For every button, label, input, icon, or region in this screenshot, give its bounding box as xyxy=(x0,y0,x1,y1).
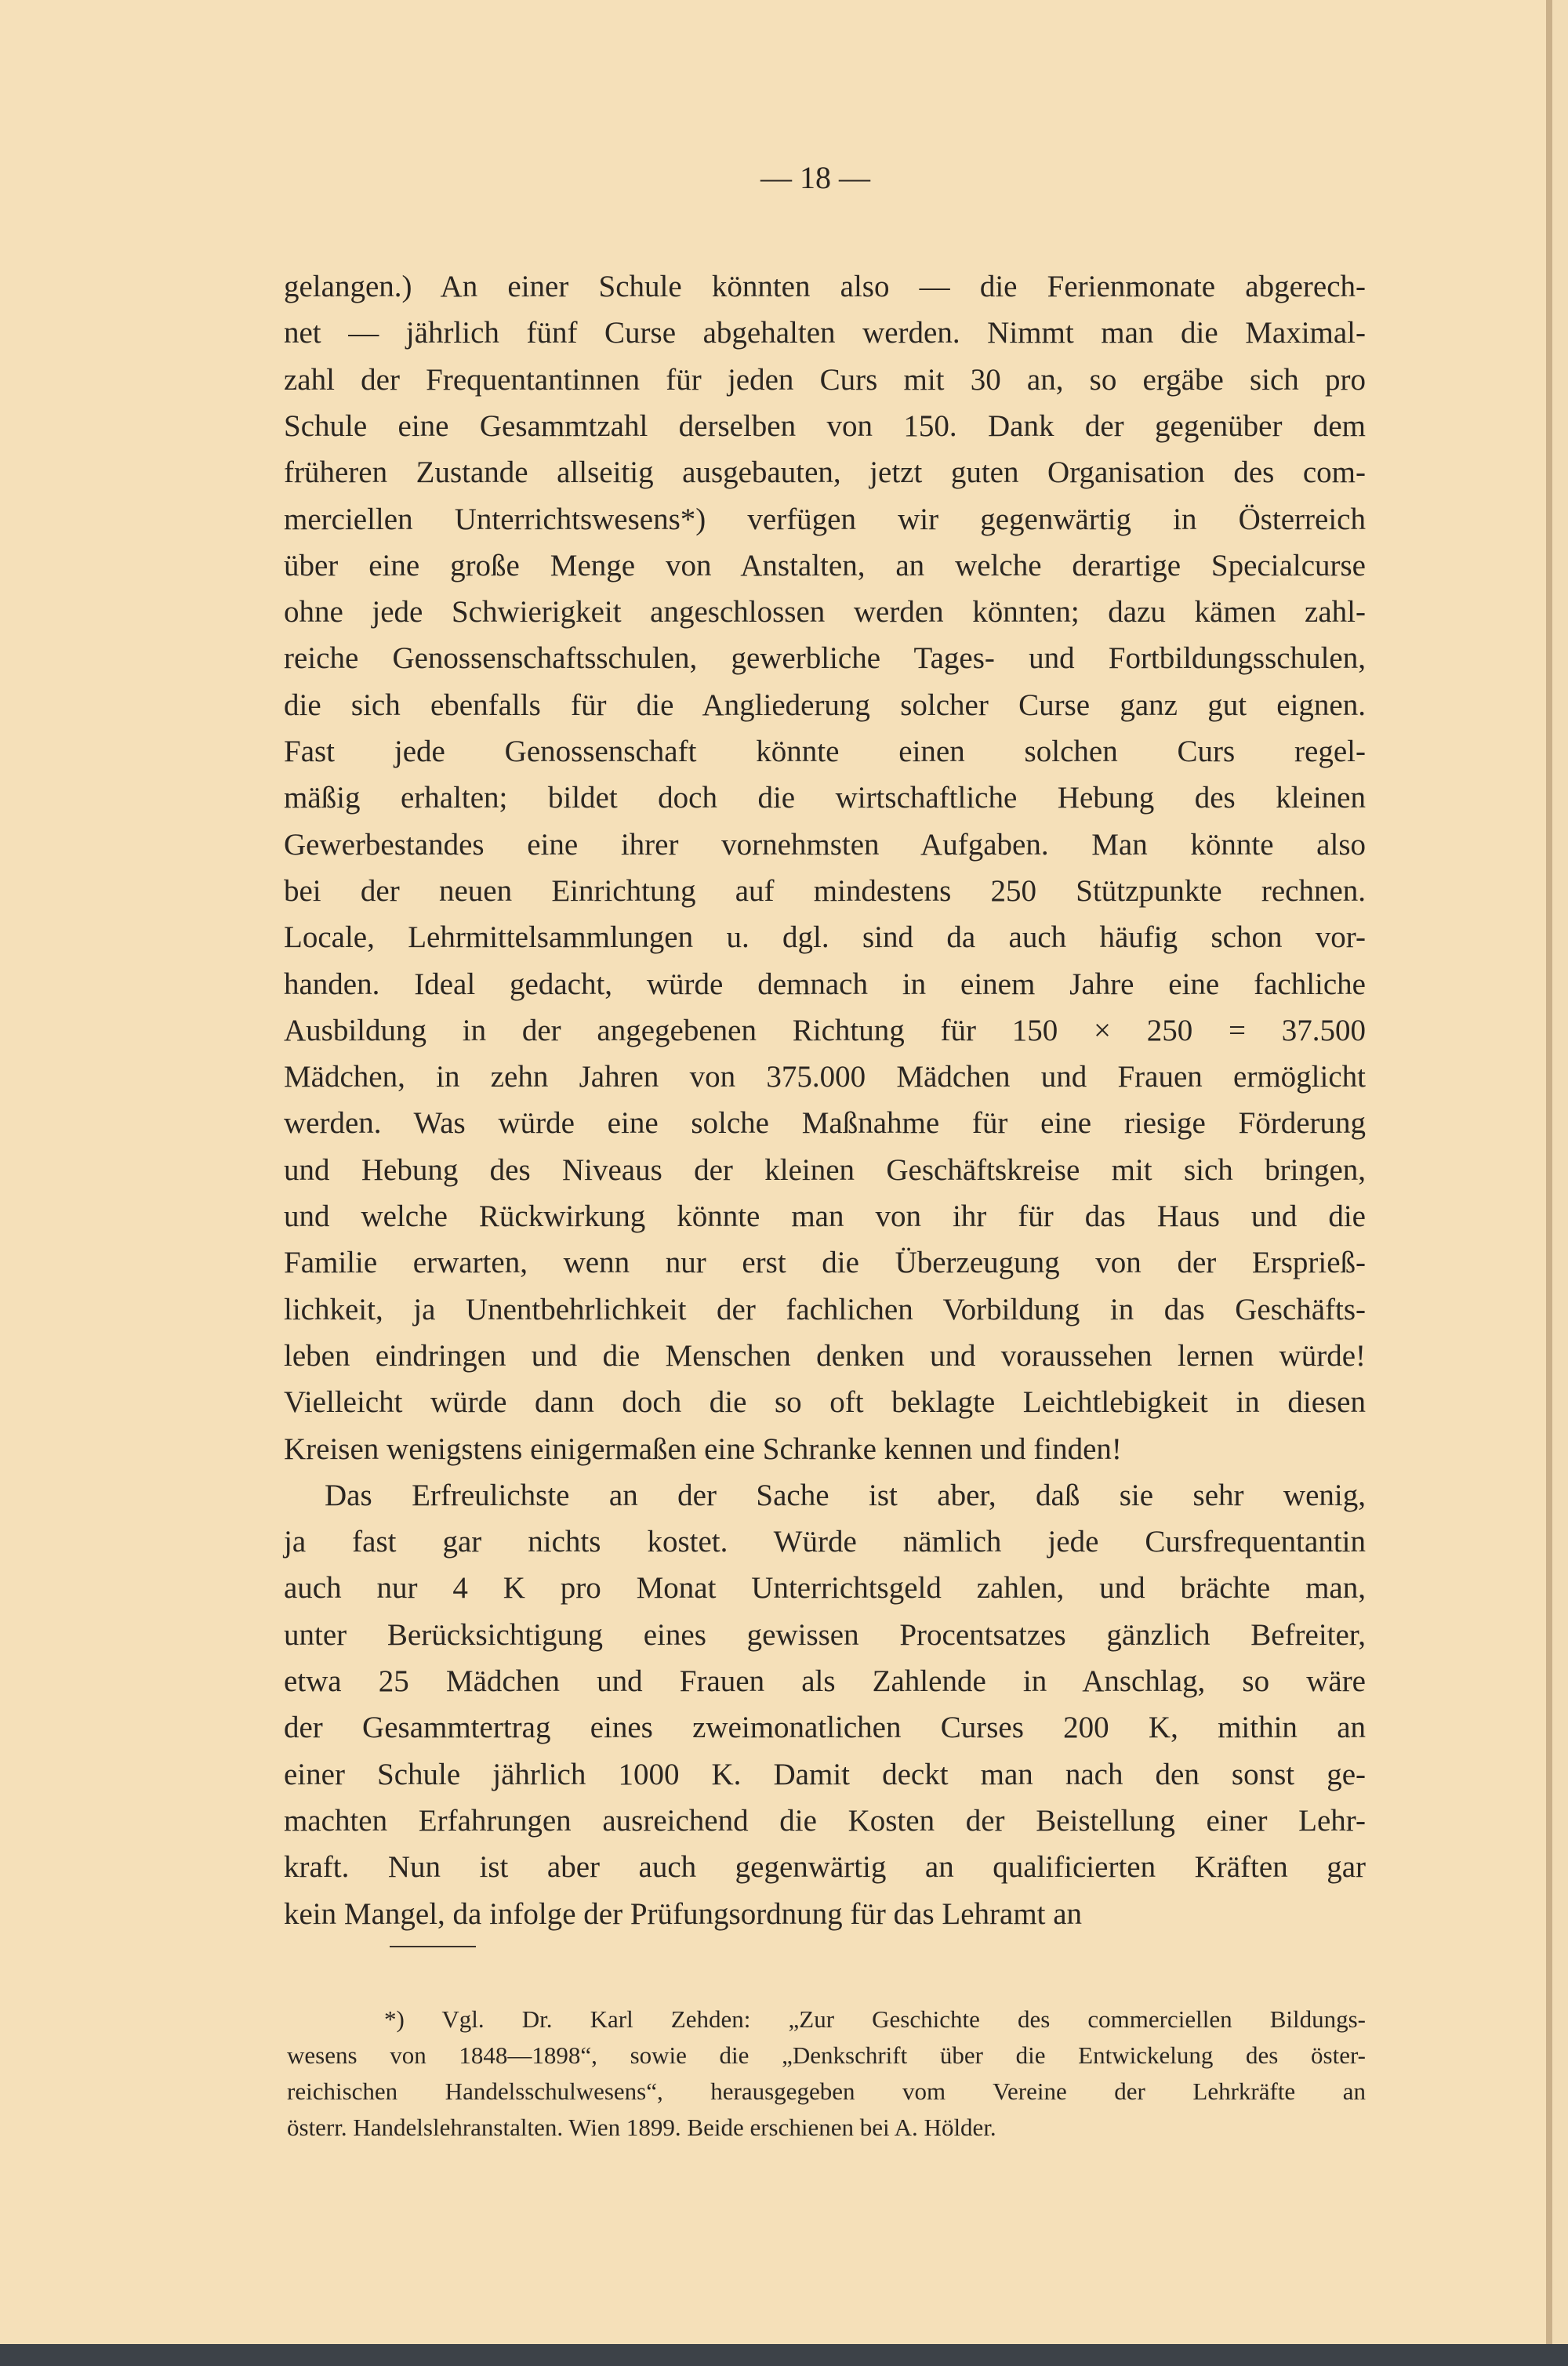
next-page-edge xyxy=(1552,0,1568,2344)
text-line: kein Mangel, da infolge der Prüfungsordnung für das Lehramt an xyxy=(284,1896,1083,1931)
footnote-rule xyxy=(390,1946,476,1947)
text-line: gelangen.) An einer Schule könnten also — die Ferienmonate abgerech- xyxy=(284,270,1366,303)
text-line: Ausbildung in der angegebenen Richtung für 150 × 250 = 37.500 xyxy=(284,1013,1366,1047)
text-line: der Gesammtertrag eines zweimonatlichen Curses 200 K, mithin an xyxy=(284,1711,1366,1745)
footnote-line: reichischen Handelsschulwesens“, herausgegeben vom Vereine der Lehrkräfte an xyxy=(287,2078,1366,2105)
text-line: machten Erfahrungen ausreichend die Kosten der Beistellung einer Lehr- xyxy=(284,1803,1366,1838)
text-line: Vielleicht würde dann doch die so oft beklagte Leichtlebigkeit in diesen xyxy=(284,1385,1366,1420)
scan-background xyxy=(0,2344,1568,2366)
page-number: — 18 — xyxy=(760,160,870,195)
text-line: Schule eine Gesammtzahl derselben von 150. Dank der gegenüber dem xyxy=(284,408,1366,443)
text-line: lichkeit, ja Unentbehrlichkeit der fachlichen Vorbildung in das Geschäfts- xyxy=(284,1292,1366,1326)
footnote-line: *) Vgl. Dr. Karl Zehden: „Zur Geschichte des commerciellen Bildungs- xyxy=(384,2005,1366,2033)
text-line: leben eindringen und die Menschen denken und voraussehen lernen würde! xyxy=(284,1338,1366,1373)
text-line: Das Erfreulichste an der Sache ist aber, daß sie sehr wenig, xyxy=(325,1478,1366,1512)
text-line: merciellen Unterrichtswesens*) verfügen wir gegenwärtig in Österreich xyxy=(284,502,1366,536)
text-line: mäßig erhalten; bildet doch die wirtschaftliche Hebung des kleinen xyxy=(284,781,1366,815)
text-line: früheren Zustande allseitig ausgebauten, jetzt guten Organisation des com- xyxy=(284,455,1366,490)
text-line: und Hebung des Niveaus der kleinen Geschäftskreise mit sich bringen, xyxy=(284,1152,1366,1187)
text-line: einer Schule jährlich 1000 K. Damit deckt man nach den sonst ge- xyxy=(284,1757,1366,1791)
text-line: bei der neuen Einrichtung auf mindestens 250 Stützpunkte rechnen. xyxy=(284,873,1366,908)
text-line: die sich ebenfalls für die Angliederung solcher Curse ganz gut eignen. xyxy=(284,688,1366,722)
text-line: Kreisen wenigstens einigermaßen eine Schranke kennen und finden! xyxy=(284,1432,1122,1466)
footnote-line: österr. Handelslehranstalten. Wien 1899. Beide erschienen bei A. Hölder. xyxy=(287,2114,996,2141)
text-line: ohne jede Schwierigkeit angeschlossen werden könnten; dazu kämen zahl- xyxy=(284,595,1366,630)
text-line: werden. Was würde eine solche Maßnahme für eine riesige Förderung xyxy=(284,1106,1366,1141)
text-line: über eine große Menge von Anstalten, an welche derartige Specialcurse xyxy=(284,548,1366,582)
text-line: net — jährlich fünf Curse abgehalten werden. Nimmt man die Maximal- xyxy=(284,316,1366,350)
text-line: Fast jede Genossenschaft könnte einen solchen Curs regel- xyxy=(284,735,1366,768)
text-line: und welche Rückwirkung könnte man von ihr für das Haus und die xyxy=(284,1199,1366,1233)
text-line: etwa 25 Mädchen und Frauen als Zahlende in Anschlag, so wäre xyxy=(284,1664,1366,1698)
text-line: zahl der Frequentantinnen für jeden Curs mit 30 an, so ergäbe sich pro xyxy=(284,362,1366,397)
text-line: Familie erwarten, wenn nur erst die Überzeugung von der Ersprieß- xyxy=(284,1246,1366,1280)
text-line: ja fast gar nichts kostet. Würde nämlich jede Cursfrequentantin xyxy=(284,1525,1366,1559)
text-line: handen. Ideal gedacht, würde demnach in einem Jahre eine fachliche xyxy=(284,967,1366,1001)
text-line: auch nur 4 K pro Monat Unterrichtsgeld zahlen, und brächte man, xyxy=(284,1571,1366,1606)
text-line: kraft. Nun ist aber auch gegenwärtig an qualificierten Kräften gar xyxy=(284,1850,1366,1885)
text-line: unter Berücksichtigung eines gewissen Procentsatzes gänzlich Befreiter, xyxy=(284,1617,1366,1652)
text-line: reiche Genossenschaftsschulen, gewerbliche Tages- und Fortbildungsschulen, xyxy=(284,641,1366,676)
text-line: Locale, Lehrmittelsammlungen u. dgl. sind da auch häufig schon vor- xyxy=(284,920,1366,955)
text-line: Mädchen, in zehn Jahren von 375.000 Mädchen und Frauen ermöglicht xyxy=(284,1060,1366,1094)
page-edge-shadow xyxy=(1546,0,1552,2344)
text-line: Gewerbestandes eine ihrer vornehmsten Aufgaben. Man könnte also xyxy=(284,827,1366,862)
footnote-line: wesens von 1848—1898“, sowie die „Denkschrift über die Entwickelung des öster- xyxy=(287,2041,1366,2069)
